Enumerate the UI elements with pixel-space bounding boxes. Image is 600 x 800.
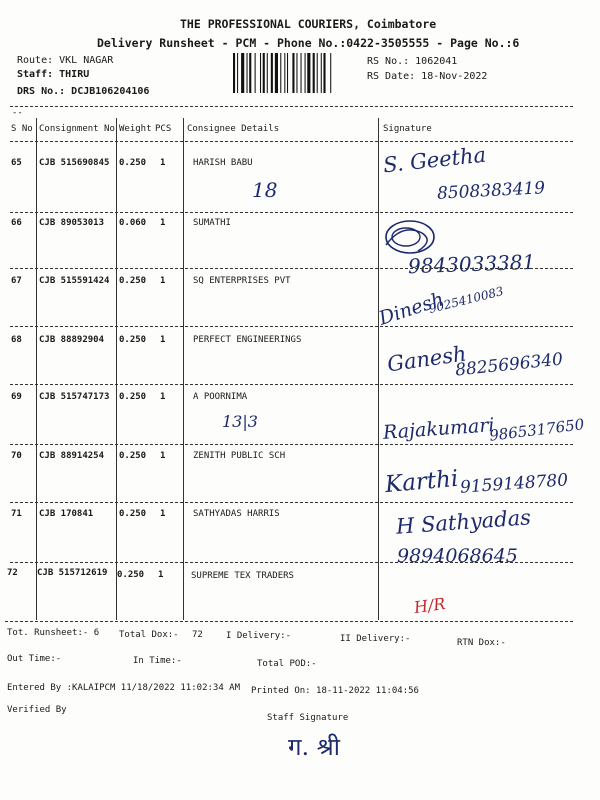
row-phone: 9025410083	[427, 283, 505, 317]
verified-by: Verified By	[7, 705, 67, 715]
col-divider	[116, 118, 117, 620]
row-note: 18	[252, 178, 278, 202]
tot-runsheet: Tot. Runsheet:- 6	[7, 628, 100, 638]
row-sno: 71	[11, 509, 22, 519]
row-pcs: 1	[160, 218, 166, 228]
entered-by: Entered By :KALAIPCM 11/18/2022 11:02:34 AM	[7, 683, 240, 693]
col-divider	[378, 118, 379, 620]
row-consignee: SQ ENTERPRISES PVT	[193, 276, 291, 286]
ii-delivery: II Delivery:-	[340, 634, 411, 644]
row-weight: 0.250	[119, 392, 147, 402]
row-signature: Ganesh	[385, 341, 468, 377]
row-consignee: SATHYADAS HARRIS	[193, 509, 280, 519]
runsheet-title: Delivery Runsheet - PCM - Phone No.:0422-3505555 - Page No.:6	[97, 36, 520, 50]
col-divider	[183, 118, 184, 620]
route-label: Route: VKL NAGAR	[17, 55, 114, 66]
company-name: THE PROFESSIONAL COURIERS, Coimbatore	[180, 17, 437, 31]
row-rule	[10, 444, 573, 445]
row-pcs: 1	[160, 158, 166, 168]
row-phone: 8825696340	[454, 349, 564, 381]
row-weight: 0.060	[119, 218, 147, 228]
row-pcs: 1	[160, 451, 166, 461]
row-rule	[10, 268, 573, 269]
row-consignee: SUPREME TEX TRADERS	[191, 571, 294, 581]
row-phone: 8508383419	[436, 178, 546, 204]
row-sno: 69	[11, 392, 22, 402]
row-signature: Dinesh	[376, 288, 447, 330]
row-weight: 0.250	[119, 451, 147, 461]
row-consignment: CJB 88914254	[39, 451, 105, 461]
row-signature: Karthi	[384, 465, 460, 499]
row-sno: 66	[11, 218, 22, 228]
total-dox-value: 72	[192, 630, 203, 640]
printed-on: Printed On: 18-11-2022 11:04:56	[251, 686, 419, 696]
barcode	[233, 53, 361, 93]
rtn-dox: RTN Dox:-	[457, 638, 506, 648]
row-signature: Rajakumari	[382, 414, 496, 444]
row-consignee: PERFECT ENGINEERINGS	[193, 335, 302, 345]
col-sno: S No	[11, 124, 33, 134]
row-pcs: 1	[160, 276, 166, 286]
row-weight: 0.250	[119, 276, 147, 286]
staff-signature: ग. श्री	[288, 733, 340, 761]
drs-number: DRS No.: DCJB106204106	[17, 86, 150, 97]
rs-date: RS Date: 18-Nov-2022	[367, 71, 488, 82]
total-pod: Total POD:-	[257, 659, 317, 669]
col-consignment: Consignment No	[39, 124, 115, 134]
col-signature: Signature	[383, 124, 432, 134]
row-weight: 0.250	[119, 335, 147, 345]
i-delivery: I Delivery:-	[226, 631, 292, 641]
row-consignee: SUMATHI	[193, 218, 231, 228]
row-note: 13|3	[222, 412, 258, 431]
row-sno: 65	[11, 158, 22, 168]
row-rule	[10, 384, 573, 385]
row-phone: 9843033381	[407, 249, 536, 279]
row-consignment: CJB 89053013	[39, 218, 105, 228]
in-time: In Time:-	[133, 656, 182, 666]
row-consignment: CJB 515591424	[39, 276, 110, 286]
row-consignment: CJB 515690845	[39, 158, 110, 168]
row-consignment: CJB 515712619	[37, 568, 108, 578]
header-rule	[10, 106, 573, 107]
total-dox-label: Total Dox:-	[119, 630, 179, 640]
row-sno: 67	[11, 276, 22, 286]
row-consignee: A POORNIMA	[193, 392, 248, 402]
col-pcs: PCS	[155, 124, 172, 134]
row-weight: 0.250	[119, 509, 147, 519]
col-weight: Weight	[119, 124, 152, 134]
staff-label: Staff: THIRU	[17, 69, 90, 80]
row-phone: 9894068645	[397, 545, 518, 567]
row-consignment: CJB 88892904	[39, 335, 105, 345]
row-consignment: CJB 515747173	[39, 392, 110, 402]
header-dash-mark: --	[12, 108, 23, 118]
row-phone: 9159148780	[459, 470, 569, 498]
row-signature: H Sathyadas	[395, 505, 532, 539]
row-rule	[10, 326, 573, 327]
footer-rule	[5, 621, 573, 622]
rs-number: RS No.: 1062041	[367, 56, 458, 67]
row-sno: 72	[7, 568, 18, 578]
row-weight: 0.250	[117, 570, 145, 580]
out-time: Out Time:-	[7, 654, 62, 664]
row-rule	[10, 562, 573, 563]
row-signature: H/R	[412, 593, 447, 618]
row-weight: 0.250	[119, 158, 147, 168]
row-sno: 68	[11, 335, 22, 345]
staff-signature-label: Staff Signature	[267, 713, 349, 723]
row-pcs: 1	[160, 335, 166, 345]
row-consignment: CJB 170841	[39, 509, 94, 519]
row-rule	[10, 502, 573, 503]
column-header-rule	[10, 141, 573, 142]
row-consignee: HARISH BABU	[193, 158, 253, 168]
row-rule	[10, 212, 573, 213]
row-pcs: 1	[158, 570, 164, 580]
row-pcs: 1	[160, 509, 166, 519]
row-phone: 9865317650	[488, 415, 586, 445]
col-consignee: Consignee Details	[187, 124, 280, 134]
col-divider	[36, 118, 37, 620]
row-signature: S. Geetha	[382, 142, 488, 178]
row-pcs: 1	[160, 392, 166, 402]
row-sno: 70	[11, 451, 22, 461]
row-consignee: ZENITH PUBLIC SCH	[193, 451, 286, 461]
